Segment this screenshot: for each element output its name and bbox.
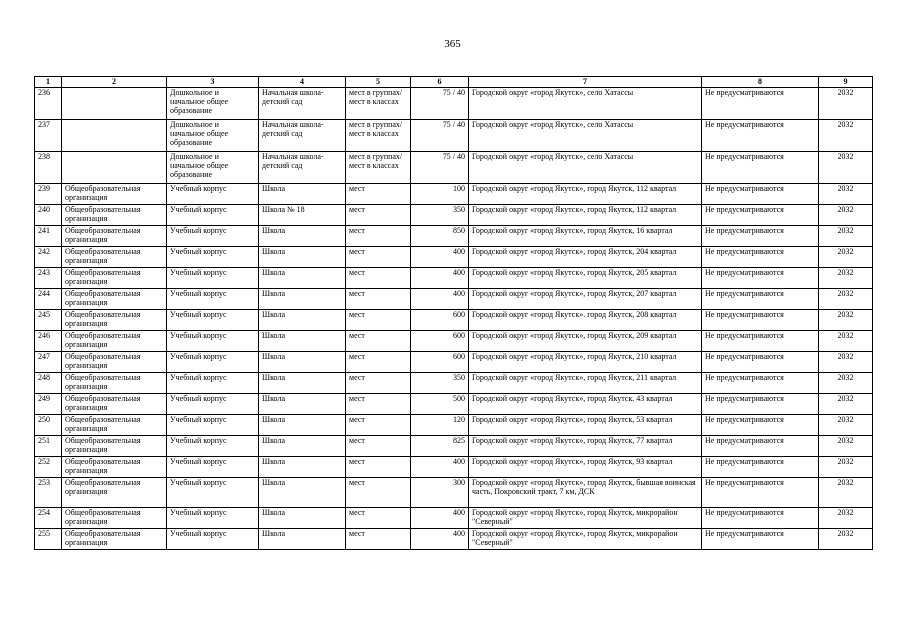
row-number: 242: [35, 247, 62, 268]
capacity-cell: 400: [411, 268, 469, 289]
year-cell: 2032: [819, 529, 873, 550]
organization-cell: Общеобразовательная организация: [62, 310, 167, 331]
zone-cell: Не предусматриваются: [702, 289, 819, 310]
location-cell: Городской округ «город Якутск», город Якутск, 204 квартал: [469, 247, 702, 268]
unit-cell: мест: [346, 247, 411, 268]
object-cell: Учебный корпус: [167, 289, 259, 310]
year-cell: 2032: [819, 394, 873, 415]
table-body: [35, 88, 873, 550]
table-row: [35, 436, 873, 457]
unit-cell: мест: [346, 268, 411, 289]
location-cell: Городской округ «город Якутск», село Хатассы: [469, 120, 702, 152]
object-cell: Дошкольное и начальное общее образование: [167, 88, 259, 120]
location-cell: Городской округ «город Якутск», город Якутск, 205 квартал: [469, 268, 702, 289]
table-row: [35, 226, 873, 247]
zone-cell: Не предусматриваются: [702, 184, 819, 205]
location-cell: Городской округ «город Якутск», город Якутск, 112 квартал: [469, 205, 702, 226]
row-number: 250: [35, 415, 62, 436]
table-row: [35, 289, 873, 310]
organization-cell: Общеобразовательная организация: [62, 436, 167, 457]
year-cell: 2032: [819, 205, 873, 226]
type-cell: Школа: [259, 247, 346, 268]
organization-cell: Общеобразовательная организация: [62, 184, 167, 205]
type-cell: Школа: [259, 394, 346, 415]
year-cell: 2032: [819, 184, 873, 205]
capacity-cell: 350: [411, 373, 469, 394]
year-cell: 2032: [819, 310, 873, 331]
object-cell: Учебный корпус: [167, 226, 259, 247]
row-number: 246: [35, 331, 62, 352]
capacity-cell: 600: [411, 310, 469, 331]
type-cell: Школа: [259, 373, 346, 394]
zone-cell: Не предусматриваются: [702, 205, 819, 226]
type-cell: Школа: [259, 436, 346, 457]
zone-cell: Не предусматриваются: [702, 529, 819, 550]
capacity-cell: 400: [411, 289, 469, 310]
unit-cell: мест: [346, 436, 411, 457]
object-cell: Учебный корпус: [167, 508, 259, 529]
organization-cell: [62, 152, 167, 184]
zone-cell: Не предусматриваются: [702, 436, 819, 457]
capacity-cell: 600: [411, 352, 469, 373]
location-cell: Городской округ «город Якутск», город Якутск, 210 квартал: [469, 352, 702, 373]
organization-cell: Общеобразовательная организация: [62, 478, 167, 508]
organization-cell: Общеобразовательная организация: [62, 205, 167, 226]
row-number: 244: [35, 289, 62, 310]
location-cell: Городской округ «город Якутск», село Хатассы: [469, 88, 702, 120]
column-header: 5: [346, 77, 411, 88]
type-cell: Школа: [259, 226, 346, 247]
table-row: [35, 478, 873, 508]
row-number: 247: [35, 352, 62, 373]
organization-cell: Общеобразовательная организация: [62, 508, 167, 529]
location-cell: Городской округ «город Якутск», город Якутск, 112 квартал: [469, 184, 702, 205]
year-cell: 2032: [819, 436, 873, 457]
organization-cell: Общеобразовательная организация: [62, 268, 167, 289]
unit-cell: мест: [346, 457, 411, 478]
unit-cell: мест: [346, 289, 411, 310]
table-row: [35, 247, 873, 268]
location-cell: Городской округ «город Якутск», город Якутск, микрорайон "Северный": [469, 508, 702, 529]
object-cell: Учебный корпус: [167, 268, 259, 289]
organization-cell: Общеобразовательная организация: [62, 352, 167, 373]
capacity-cell: 75 / 40: [411, 88, 469, 120]
zone-cell: Не предусматриваются: [702, 457, 819, 478]
row-number: 243: [35, 268, 62, 289]
table-row: [35, 88, 873, 120]
object-cell: Учебный корпус: [167, 394, 259, 415]
capacity-cell: 75 / 40: [411, 152, 469, 184]
unit-cell: мест в группах/ мест в классах: [346, 120, 411, 152]
year-cell: 2032: [819, 152, 873, 184]
location-cell: Городской округ «город Якутск», город Якутск, 53 квартал: [469, 415, 702, 436]
object-cell: Учебный корпус: [167, 436, 259, 457]
column-header: 6: [411, 77, 469, 88]
capacity-cell: 850: [411, 226, 469, 247]
organization-cell: Общеобразовательная организация: [62, 394, 167, 415]
unit-cell: мест: [346, 226, 411, 247]
object-cell: Учебный корпус: [167, 331, 259, 352]
zone-cell: Не предусматриваются: [702, 415, 819, 436]
unit-cell: мест: [346, 310, 411, 331]
capacity-cell: 400: [411, 247, 469, 268]
table-row: [35, 373, 873, 394]
year-cell: 2032: [819, 226, 873, 247]
unit-cell: мест: [346, 508, 411, 529]
column-header: 1: [35, 77, 62, 88]
object-cell: Учебный корпус: [167, 373, 259, 394]
capacity-cell: 600: [411, 331, 469, 352]
type-cell: Школа: [259, 508, 346, 529]
object-cell: Учебный корпус: [167, 247, 259, 268]
header-row: [35, 77, 873, 88]
unit-cell: мест: [346, 394, 411, 415]
type-cell: Школа: [259, 352, 346, 373]
zone-cell: Не предусматриваются: [702, 310, 819, 331]
capacity-cell: 825: [411, 436, 469, 457]
type-cell: Школа: [259, 415, 346, 436]
object-cell: Учебный корпус: [167, 478, 259, 508]
zone-cell: Не предусматриваются: [702, 268, 819, 289]
row-number: 238: [35, 152, 62, 184]
object-cell: Дошкольное и начальное общее образование: [167, 152, 259, 184]
year-cell: 2032: [819, 508, 873, 529]
object-cell: Учебный корпус: [167, 529, 259, 550]
location-cell: Городской округ «город Якутск», город Якутск, 207 квартал: [469, 289, 702, 310]
object-cell: Дошкольное и начальное общее образование: [167, 120, 259, 152]
type-cell: Школа: [259, 268, 346, 289]
row-number: 251: [35, 436, 62, 457]
organization-cell: Общеобразовательная организация: [62, 331, 167, 352]
year-cell: 2032: [819, 88, 873, 120]
table-row: [35, 415, 873, 436]
unit-cell: мест: [346, 529, 411, 550]
row-number: 249: [35, 394, 62, 415]
organization-cell: [62, 120, 167, 152]
type-cell: Школа: [259, 310, 346, 331]
table-row: [35, 529, 873, 550]
year-cell: 2032: [819, 373, 873, 394]
unit-cell: мест: [346, 184, 411, 205]
type-cell: Начальная школа-детский сад: [259, 120, 346, 152]
zone-cell: Не предусматриваются: [702, 226, 819, 247]
table-row: [35, 508, 873, 529]
location-cell: Городской округ «город Якутск», город Якутск, бывшая воинская часть, Покровский тракт, 7 км, ДСК: [469, 478, 702, 508]
object-cell: Учебный корпус: [167, 205, 259, 226]
organization-cell: Общеобразовательная организация: [62, 226, 167, 247]
type-cell: Школа: [259, 457, 346, 478]
row-number: 255: [35, 529, 62, 550]
organization-cell: Общеобразовательная организация: [62, 289, 167, 310]
zone-cell: Не предусматриваются: [702, 508, 819, 529]
table-row: [35, 268, 873, 289]
type-cell: Школа: [259, 478, 346, 508]
row-number: 241: [35, 226, 62, 247]
organization-cell: Общеобразовательная организация: [62, 457, 167, 478]
location-cell: Городской округ «город Якутск», село Хатассы: [469, 152, 702, 184]
column-header: 4: [259, 77, 346, 88]
organization-cell: Общеобразовательная организация: [62, 373, 167, 394]
capacity-cell: 350: [411, 205, 469, 226]
row-number: 245: [35, 310, 62, 331]
location-cell: Городской округ «город Якутск», город Якутск. 43 квартал: [469, 394, 702, 415]
organization-cell: Общеобразовательная организация: [62, 529, 167, 550]
year-cell: 2032: [819, 457, 873, 478]
unit-cell: мест: [346, 331, 411, 352]
capacity-cell: 100: [411, 184, 469, 205]
organization-cell: Общеобразовательная организация: [62, 247, 167, 268]
object-cell: Учебный корпус: [167, 415, 259, 436]
unit-cell: мест в группах/ мест в классах: [346, 88, 411, 120]
location-cell: Городской округ «город Якутск», город Якутск, 93 квартал: [469, 457, 702, 478]
object-cell: Учебный корпус: [167, 352, 259, 373]
column-header: 9: [819, 77, 873, 88]
zone-cell: Не предусматриваются: [702, 247, 819, 268]
year-cell: 2032: [819, 415, 873, 436]
type-cell: Школа: [259, 184, 346, 205]
table-row: [35, 394, 873, 415]
zone-cell: Не предусматриваются: [702, 394, 819, 415]
planning-table: [34, 76, 873, 550]
capacity-cell: 400: [411, 508, 469, 529]
year-cell: 2032: [819, 120, 873, 152]
location-cell: Городской округ «город Якутск», город Якутск, 209 квартал: [469, 331, 702, 352]
year-cell: 2032: [819, 478, 873, 508]
column-header: 8: [702, 77, 819, 88]
object-cell: Учебный корпус: [167, 184, 259, 205]
year-cell: 2032: [819, 331, 873, 352]
zone-cell: Не предусматриваются: [702, 352, 819, 373]
organization-cell: Общеобразовательная организация: [62, 415, 167, 436]
table-row: [35, 331, 873, 352]
column-header: 3: [167, 77, 259, 88]
zone-cell: Не предусматриваются: [702, 373, 819, 394]
table-row: [35, 184, 873, 205]
zone-cell: Не предусматриваются: [702, 120, 819, 152]
column-header: 7: [469, 77, 702, 88]
unit-cell: мест: [346, 373, 411, 394]
unit-cell: мест: [346, 478, 411, 508]
location-cell: Городской округ «город Якутск», город Якутск, 16 квартал: [469, 226, 702, 247]
column-header: 2: [62, 77, 167, 88]
year-cell: 2032: [819, 289, 873, 310]
zone-cell: Не предусматриваются: [702, 152, 819, 184]
type-cell: Школа: [259, 331, 346, 352]
unit-cell: мест: [346, 352, 411, 373]
unit-cell: мест в группах/ мест в классах: [346, 152, 411, 184]
row-number: 237: [35, 120, 62, 152]
year-cell: 2032: [819, 247, 873, 268]
capacity-cell: 400: [411, 529, 469, 550]
location-cell: Городской округ «город Якутск», город Якутск, 211 квартал: [469, 373, 702, 394]
organization-cell: [62, 88, 167, 120]
year-cell: 2032: [819, 352, 873, 373]
capacity-cell: 75 / 40: [411, 120, 469, 152]
location-cell: Городской округ «город Якутск», город Якутск, 77 квартал: [469, 436, 702, 457]
row-number: 253: [35, 478, 62, 508]
row-number: 236: [35, 88, 62, 120]
table-row: [35, 205, 873, 226]
table-row: [35, 457, 873, 478]
unit-cell: мест: [346, 205, 411, 226]
zone-cell: Не предусматриваются: [702, 88, 819, 120]
row-number: 240: [35, 205, 62, 226]
page-number: 365: [444, 38, 461, 50]
table-row: [35, 152, 873, 184]
zone-cell: Не предусматриваются: [702, 478, 819, 508]
object-cell: Учебный корпус: [167, 310, 259, 331]
type-cell: Школа: [259, 289, 346, 310]
type-cell: Начальная школа-детский сад: [259, 88, 346, 120]
row-number: 254: [35, 508, 62, 529]
unit-cell: мест: [346, 415, 411, 436]
location-cell: Городской округ «город Якутск». город Якутск, 208 квартал: [469, 310, 702, 331]
capacity-cell: 400: [411, 457, 469, 478]
table-row: [35, 120, 873, 152]
location-cell: Городской округ «город Якутск», город Якутск, микрорайон "Северный": [469, 529, 702, 550]
type-cell: Начальная школа-детский сад: [259, 152, 346, 184]
type-cell: Школа: [259, 529, 346, 550]
capacity-cell: 300: [411, 478, 469, 508]
object-cell: Учебный корпус: [167, 457, 259, 478]
row-number: 239: [35, 184, 62, 205]
row-number: 248: [35, 373, 62, 394]
row-number: 252: [35, 457, 62, 478]
zone-cell: Не предусматриваются: [702, 331, 819, 352]
capacity-cell: 120: [411, 415, 469, 436]
type-cell: Школа № 18: [259, 205, 346, 226]
year-cell: 2032: [819, 268, 873, 289]
capacity-cell: 500: [411, 394, 469, 415]
table-row: [35, 352, 873, 373]
table-row: [35, 310, 873, 331]
